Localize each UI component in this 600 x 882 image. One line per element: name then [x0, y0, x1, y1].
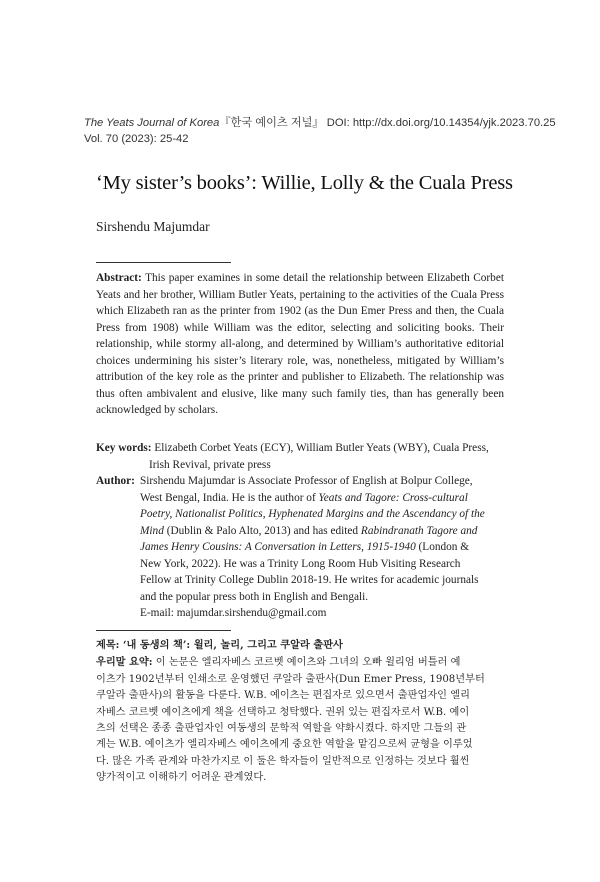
korean-title: 제목: ‘내 동생의 책’: 윌리, 놀리, 그리고 쿠알라 출판사: [96, 639, 343, 651]
author-bio-line: and the popular press both in English and Bengali.: [140, 590, 369, 603]
korean-summary-line: 다. 많은 가족 관계와 마찬가지로 이 둘은 학자들이 일반적으로 인정하는 것보다 훨씬: [96, 755, 470, 767]
journal-title-korean: 『한국 예이츠 저널』: [219, 117, 324, 129]
abstract: [96, 270, 504, 419]
book-title: James Henry Cousins: A Conversation in Letters, 1915-1940: [140, 541, 416, 553]
korean-summary-line: 츠의 선택은 종종 출판업자인 여동생의 문학적 역할을 약화시켰다. 하지만 그들의 관: [96, 723, 467, 735]
korean-summary-line: 이츠가 1902년부터 인쇄소로 운영했던 쿠알라 출판사(Dun Emer Press, 1908년부터: [96, 673, 485, 685]
author-bio-line: New York, 2022). He was a Trinity Long Room Hub Visiting Research: [140, 557, 461, 570]
keywords-label: Key words:: [96, 442, 152, 454]
author-bio-line: Sirshendu Majumdar is Associate Professor of English at Bolpur College,: [140, 475, 473, 487]
author-bio-text: West Bengal, India. He is the author of: [140, 491, 316, 504]
article-title: ‘My sister’s books’: Willie, Lolly & the Cuala Press: [96, 172, 513, 194]
book-title: Yeats and Tagore: Cross-cultural: [318, 491, 468, 504]
korean-summary: [96, 637, 506, 787]
book-title: Mind: [140, 524, 164, 537]
doi-link[interactable]: DOI: http://dx.doi.org/10.14354/yjk.2023.70.25: [326, 117, 556, 129]
keywords-line-2: Irish Revival, private press: [149, 458, 271, 471]
keywords: [96, 440, 504, 473]
keywords-line-1: Elizabeth Corbet Yeats (ECY), William Butler Yeats (WBY), Cuala Press,: [154, 442, 489, 454]
korean-summary-line: 이 논문은 엘리자베스 코르벳 예이츠와 그녀의 오빠 윌리엄 버틀러 예: [155, 657, 461, 669]
korean-summary-line: 양가적이고 이해하기 어려운 관계였다.: [96, 772, 267, 784]
korean-summary-label: 우리말 요약:: [96, 656, 153, 669]
korean-summary-line: 계는 W.B. 예이츠가 엘리자베스 예이츠에게 중요한 역할을 맡김으로써 균형을 이루었: [96, 739, 473, 751]
korean-summary-line: 자베스 코르벳 예이츠에게 책을 선택하고 청탁했다. 권위 있는 편집자로서 W.B. 예이: [96, 706, 470, 718]
author-divider: [96, 262, 231, 263]
abstract-label: Abstract:: [96, 272, 142, 284]
book-title: Poetry, Nationalist Politics, Hyphenated Margins and the Ascendancy of the: [140, 508, 485, 520]
journal-title: The Yeats Journal of Korea: [84, 117, 220, 129]
author-bio-text: (Dublin & Palo Alto, 2013) and has edited: [166, 524, 359, 537]
abstract-text: This paper examines in some detail the relationship between Elizabeth Corbet Yeats and her brother, William Butler Yeats, pertaining to the activities of the Cuala Press which Elizabeth ran as the printer from 1902 (as the Dun Emer Press and then, the Cuala Press from 1908) while William was the editor, selecting and soliciting books. Their relationship, while stormy all-along, and determined by William’s authoritative editorial choices undermining his sister’s literary role, was, nonetheless, mitigated by William’s attribution of the key role as the printer and publisher to Elizabeth. The relationship was thus often ambivalent and elusive, like many such family ties, than has generally been acknowledged by scholars.: [96, 272, 504, 416]
journal-header: [84, 116, 556, 147]
korean-divider: [96, 630, 231, 631]
book-title: Rabindranath Tagore and: [360, 524, 478, 537]
author-bio-line: Fellow at Trinity College Dublin 2018-19. He writes for academic journals: [140, 574, 479, 586]
author-email[interactable]: E-mail: majumdar.sirshendu@gmail.com: [140, 607, 327, 619]
author-bio: [96, 473, 504, 622]
journal-citation-line: [84, 116, 556, 132]
article-author: Sirshendu Majumdar: [96, 219, 210, 234]
korean-summary-line: 쿠알라 출판사)의 활동을 다룬다. W.B. 예이츠는 편집자로 있으면서 출판업자인 엘리: [96, 690, 470, 702]
author-bio-label: Author:: [96, 475, 135, 487]
volume-info: Vol. 70 (2023): 25-42: [84, 132, 189, 145]
author-bio-text: (London &: [418, 541, 470, 553]
